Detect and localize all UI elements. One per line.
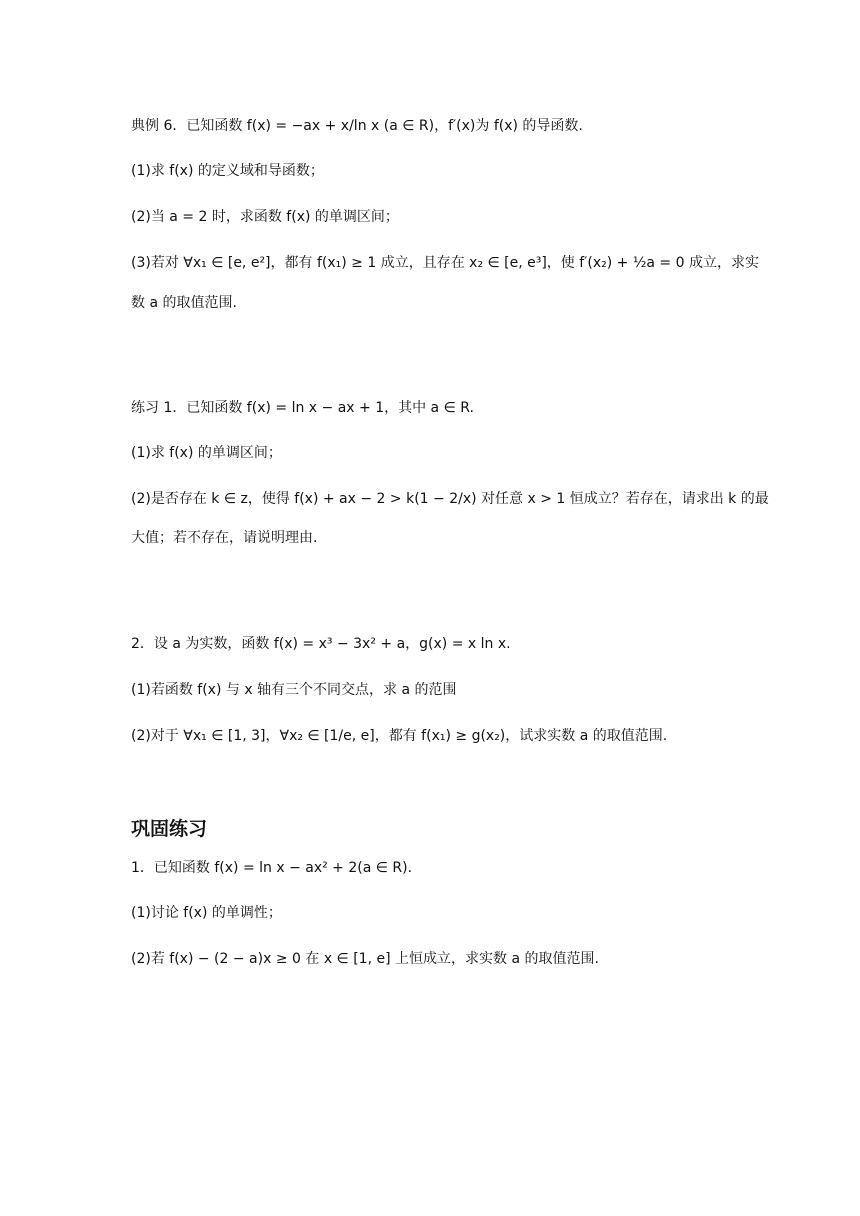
practice2-q1: (1)若函数 f(x) 与 x 轴有三个不同交点，求 a 的范围	[131, 682, 457, 698]
example6-q3-line1: (3)若对 ∀x₁ ∈ [e, e²]，都有 f(x₁) ≥ 1 成立，且存在 x₂ ∈ [e, e³]，使 f′(x₂) + ½a = 0 成立，求实	[131, 255, 759, 271]
practice2-q2: (2)对于 ∀x₁ ∈ [1, 3]，∀x₂ ∈ [1/e, e]，都有 f(x₁) ≥ g(x₂)，试求实数 a 的取值范围.	[131, 728, 668, 744]
example6-q1: (1)求 f(x) 的定义域和导函数；	[131, 163, 324, 179]
example6-q3-line2: 数 a 的取值范围.	[131, 295, 237, 311]
practice1-q1: (1)求 f(x) 的单调区间；	[131, 445, 282, 461]
practice2-stem: 2．设 a 为实数，函数 f(x) = x³ − 3x² + a，g(x) = x ln x.	[131, 636, 511, 652]
practice1-stem: 练习 1．已知函数 f(x) = ln x − ax + 1，其中 a ∈ R.	[131, 400, 474, 416]
consolidation-q2: (2)若 f(x) − (2 − a)x ≥ 0 在 x ∈ [1, e] 上恒成立，求实数 a 的取值范围.	[131, 951, 599, 967]
example6-q2: (2)当 a = 2 时，求函数 f(x) 的单调区间；	[131, 209, 399, 225]
consolidation-q1: (1)讨论 f(x) 的单调性；	[131, 905, 282, 921]
example6-stem: 典例 6．已知函数 f(x) = −ax + x/ln x (a ∈ R)，f′(x)为 f(x) 的导函数.	[131, 118, 583, 134]
practice1-q2-line2: 大值；若不存在，请说明理由.	[131, 530, 318, 546]
consolidation-stem: 1．已知函数 f(x) = ln x − ax² + 2(a ∈ R).	[131, 860, 413, 876]
consolidation-heading: 巩固练习	[131, 818, 208, 840]
practice1-q2-line1: (2)是否存在 k ∈ z，使得 f(x) + ax − 2 > k(1 − 2/x) 对任意 x > 1 恒成立？若存在，请求出 k 的最	[131, 491, 769, 507]
